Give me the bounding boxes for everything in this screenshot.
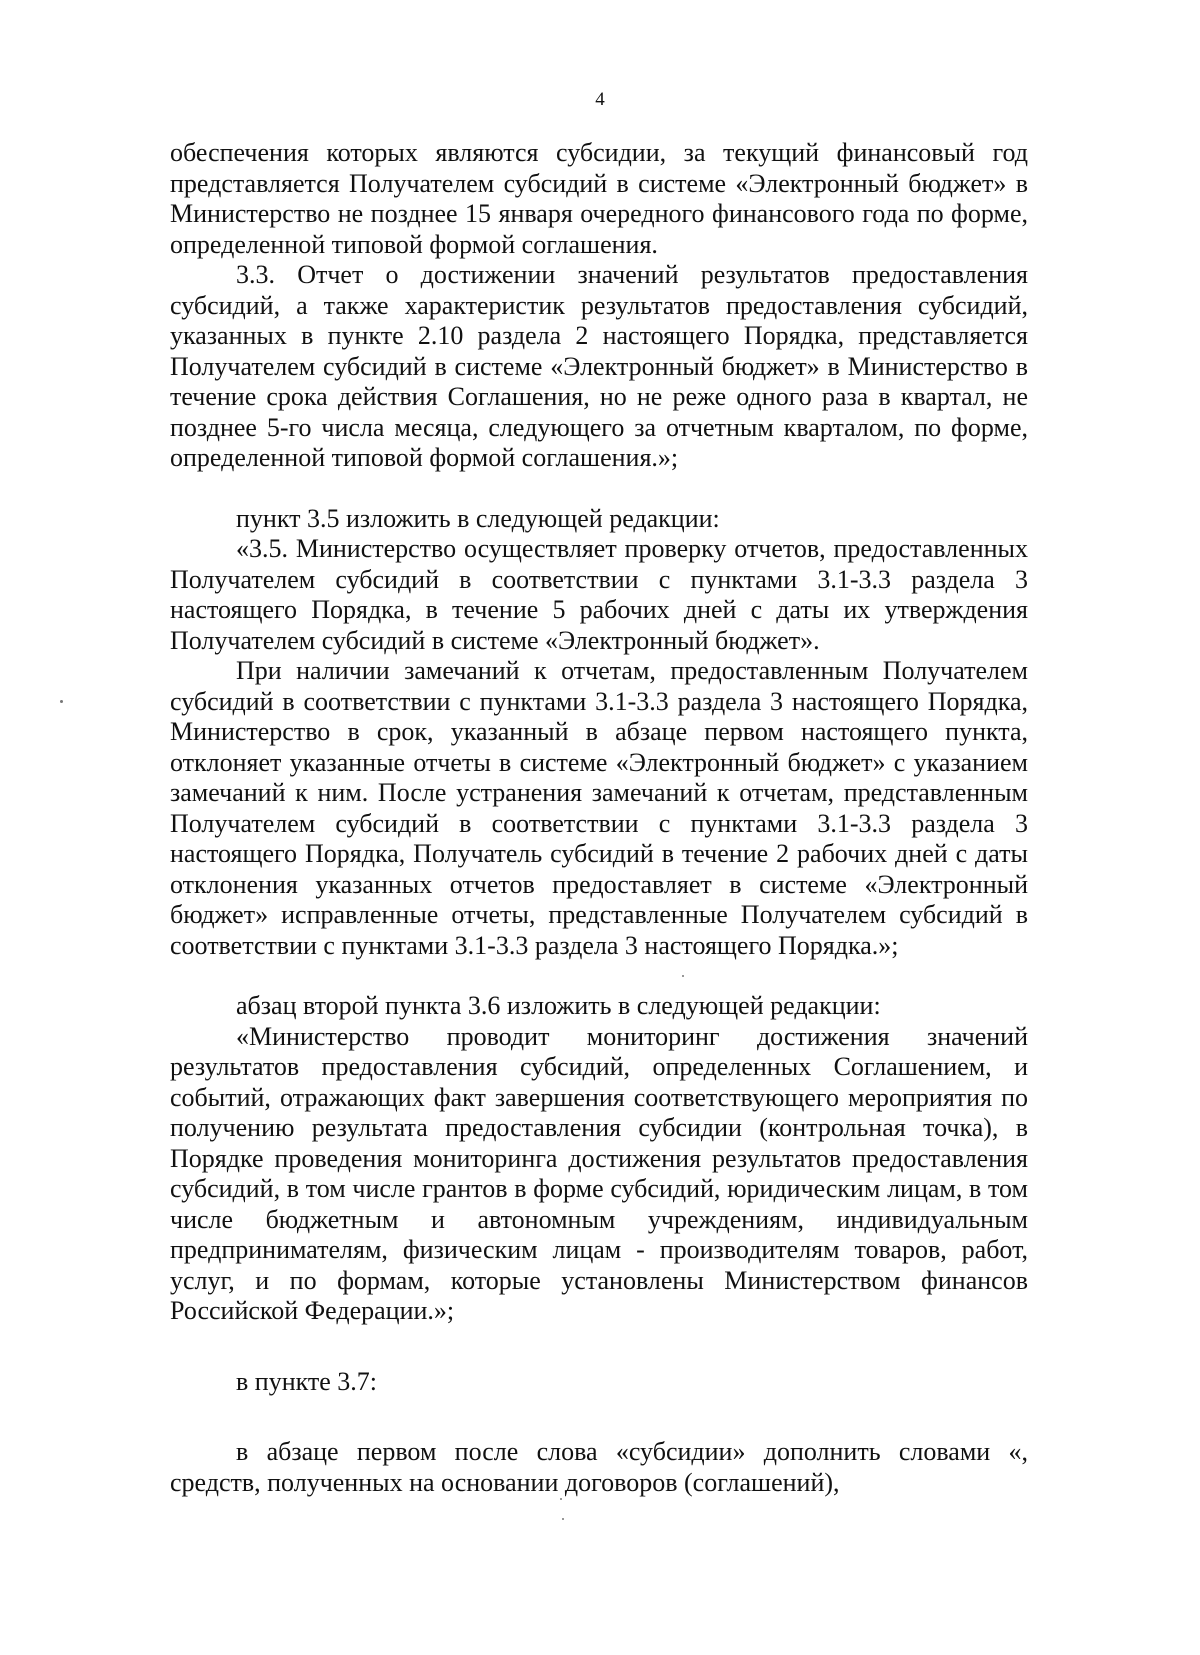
scan-speck: [562, 1518, 564, 1520]
spacer: [170, 1397, 1028, 1437]
paragraph-amend-3-5: пункт 3.5 изложить в следующей редакции:: [236, 503, 720, 533]
paragraph-3-7: в пункте 3.7:: [236, 1366, 378, 1396]
scan-speck: [60, 700, 63, 703]
spacer: [170, 1327, 1028, 1367]
paragraph-amend-3-6: абзац второй пункта 3.6 изложить в следующей редакции:: [236, 991, 881, 1020]
paragraph-monitoring: «Министерство проводит мониторинг достижения значений результатов предоставления субсидий, определенных Соглашением, и событий, отражающих факт завершения соответствующего мероприятия по получению результата предоставления субсидии (контрольная точка), в Порядке проведения мониторинга достижения результатов предоставления субсидий, в том числе грантов в форме субсидий, юридическим лицам, в том числе бюджетным и автономным учреждениям, индивидуальным предпринимателям, физическим лицам - производителям товаров, работ, услуг, и по формам, которые установлены Министерством финансов Российской Федерации.»;: [170, 1021, 1028, 1325]
paragraph-3-3: 3.3. Отчет о достижении значений результатов предоставления субсидий, а также характеристик результатов предоставления субсидий, указанных в пункте 2.10 раздела 2 настоящего Порядка, представляется Получателем субсидий в системе «Электронный бюджет» в Министерство в течение срока действия Соглашения, но не реже одного раза в квартал, не позднее 5-го числа месяца, следующего за отчетным кварталом, по форме, определенной типовой формой соглашения.»;: [170, 260, 1028, 472]
paragraph-continuation: обеспечения которых являются субсидии, за текущий финансовый год представляется Получателем субсидий в системе «Электронный бюджет» в Министерство не позднее 15 января очередного финансового года по форме, определенной типовой формой соглашения.: [170, 138, 1028, 259]
paragraph-3-7-first: в абзаце первом после слова «субсидии» дополнить словами «, средств, полученных на основании договоров (соглашений),: [170, 1437, 1028, 1497]
paragraph-remarks: При наличии замечаний к отчетам, предоставленным Получателем субсидий в соответствии с пунктами 3.1-3.3 раздела 3 настоящего Порядка, Министерство в срок, указанный в абзаце первом настоящего пункта, отклоняет указанные отчеты в системе «Электронный бюджет» с указанием замечаний к ним. После устранения замечаний к отчетам, представленным Получателем субсидий в соответствии с пунктами 3.1-3.3 раздела 3 настоящего Порядка, Получатель субсидий в течение 2 рабочих дней с даты отклонения указанных отчетов предоставляет в системе «Электронный бюджет» исправленные отчеты, представленные Получателем субсидий в соответствии с пунктами 3.1-3.3 раздела 3 настоящего Порядка.»;: [170, 656, 1028, 960]
scan-speck: [682, 975, 684, 977]
page-number: 4: [595, 89, 605, 110]
document-body: [170, 138, 1028, 1498]
paragraph-3-5: «3.5. Министерство осуществляет проверку отчетов, предоставленных Получателем субсидий в соответствии с пунктами 3.1-3.3 раздела 3 настоящего Порядка, в течение 5 рабочих дней с даты их утверждения Получателем субсидий в системе «Электронный бюджет».: [170, 534, 1028, 655]
scan-speck: [560, 1498, 562, 1500]
spacer: [170, 474, 1028, 504]
spacer: [170, 961, 1028, 991]
